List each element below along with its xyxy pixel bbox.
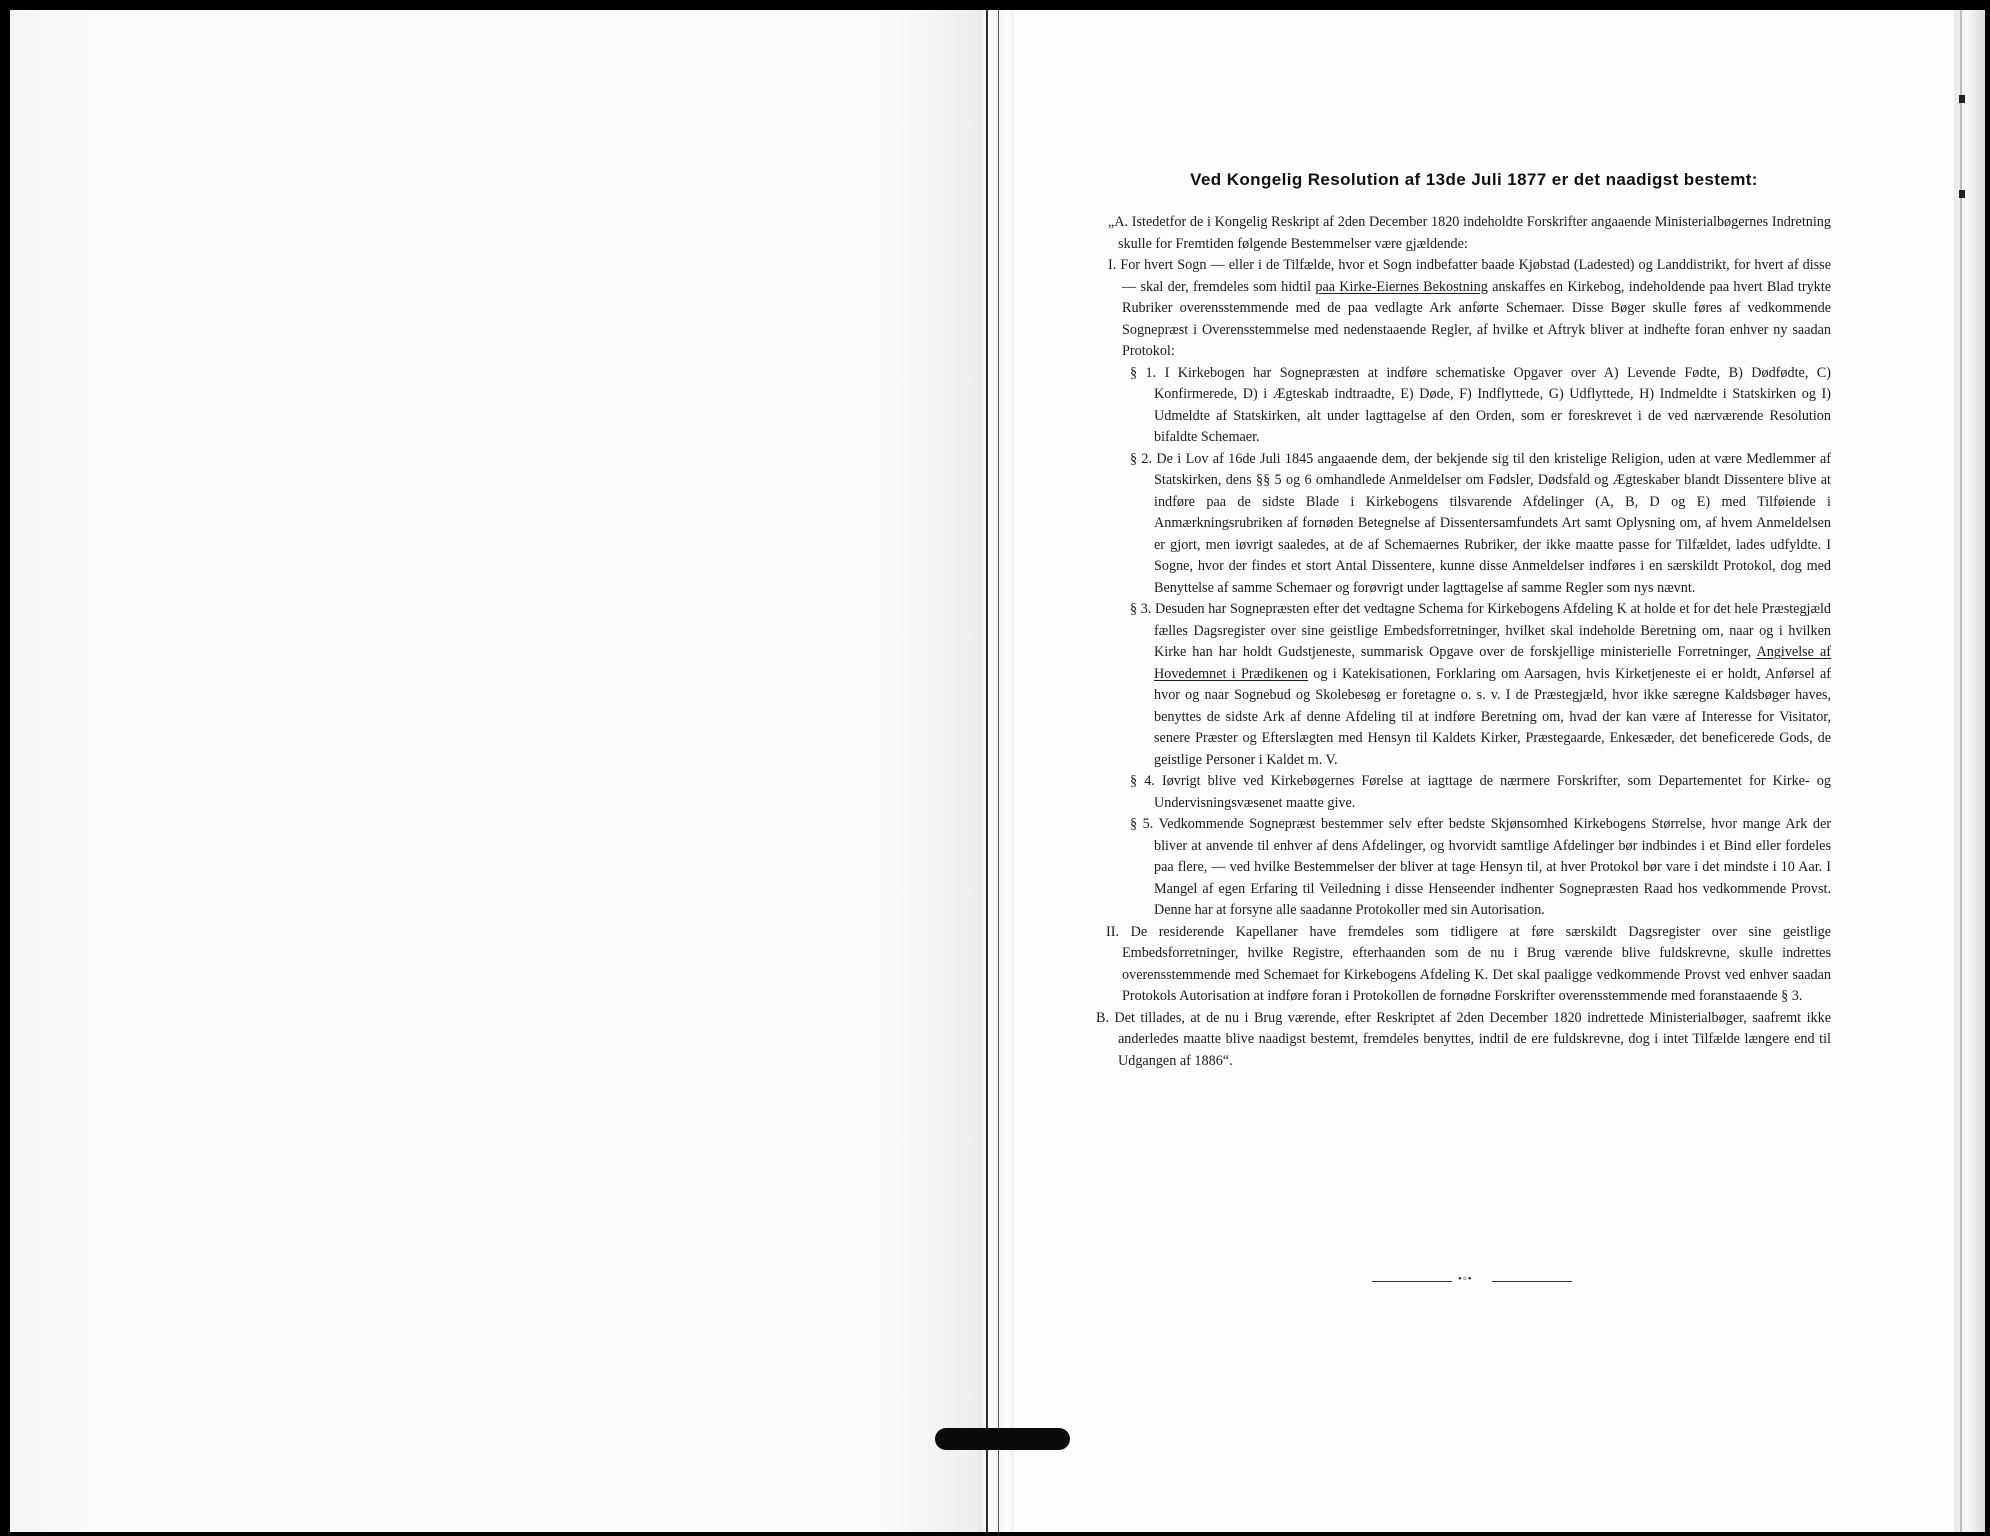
ornament-mark: •◦• [1458, 1273, 1473, 1285]
ornament-rule-right [1492, 1281, 1572, 1282]
section-4: § 4. Iøvrigt blive ved Kirkebøgernes Førelse at iagttage de nærmere Forskrifter, som Departementet for Kirke- og Undervisningsvæsenet maatte give. [1130, 773, 1831, 811]
paragraph-i [1096, 255, 1831, 363]
gutter-fold-line [986, 10, 988, 1532]
section-2: § 2. De i Lov af 16de Juli 1845 angaaende dem, der bekjende sig til den kristelige Religion, uden at være Medlemmer af Statskirken, dens §§ 5 og 6 omhandlede Anmeldelser om Fødsler, Dødsfald og Ægteskaber blandt Dissentere blive at indføre paa de sidste Blade i Kirkebogens tilsvarende Afdelinger (A, B, D og E) med Tilføiende i Anmærkningsrubriken af fornøden Betegnelse af Dissentersamfundets Art samt Oplysning om, af hvem Anmeldelsen er gjort, men iøvrigt saaledes, at de af Schemaernes Rubriker, der ikke maatte passe for Tilfældet, lades udfyldte. I Sogne, hvor der findes et stort Antal Dissentere, kunne disse Anmeldelser indføres i en særskildt Protokol, dog med Benyttelse af samme Schemaer og forøvrigt under lagttagelse af samme Regler som nys nævnt. [1130, 450, 1831, 596]
ornament-rule-left [1372, 1281, 1452, 1282]
ribbon-bookmark [935, 1428, 1070, 1450]
section-3 [1096, 599, 1831, 771]
edge-mark [1959, 95, 1965, 103]
section-5: § 5. Vedkommende Sognepræst bestemmer selv efter bedste Skjønsomhed Kirkebogens Størrelse, hvor mange Ark der bliver at anvende til enhver af dens Afdelinger, og hvorvidt samtlige Afdelinger bør indbindes i et Bind eller fordeles paa flere, — ved hvilke Bestemmelser der bliver at tage Hensyn til, at hver Protokol bør vare i det mindste i 10 Aar. I Mangel af egen Erfaring til Veiledning i disse Henseender indhenter Sognepræsten Raad hos vedkommende Provst. Denne har at forsyne alle saadanne Protokoller med sin Autorisation. [1130, 816, 1831, 918]
paragraph-i-text: I. For hvert Sogn — eller i de Tilfælde, hvor et Sogn indbefatter baade Kjøbstad (Ladested) og Landdistrikt, for hvert af disse — skal der, fremdeles som hidtil [1108, 257, 1831, 295]
paragraph-b: B. Det tillades, at de nu i Brug værende, efter Reskriptet af 2den December 1820 indrettede Ministerialbøger, saafremt ikke anderledes maatte blive naadigst bestemt, fremdeles benyttes, indtil de ere fuldskrevne, dog i intet Tilfælde længere end til Udgangen af 1886“. [1096, 1009, 1831, 1069]
underlined-phrase: Angivelse af Hovedemnet i Prædikenen [1154, 644, 1831, 682]
edge-mark [1959, 190, 1965, 198]
underlined-phrase: paa Kirke-Eiernes Bekostning [1315, 278, 1488, 295]
paragraph-i-text-cont: anskaffes en Kirkebog, indeholdende paa hvert Blad trykte Rubriker overensstemmende med de paa vedlagte Ark anførte Schemaer. Disse Bøger skulle føres af vedkommende Sognepræst i Overensstemmelse med nedenstaaende Regler, af hvilke et Aftryk bliver at indhefte foran enhver ny saadan Protokol: [1122, 278, 1832, 359]
page-edge [1954, 10, 1985, 1532]
page-edge-line [1960, 10, 1962, 1532]
section-3-text: § 3. Desuden har Sognepræsten efter det vedtagne Schema for Kirkebogens Afdeling K at holde et for det hele Præstegjæld fælles Dagsregister over sine geistlige Embedsforretninger, hvilket skal indeholde Beretning om, naar og i hvilken Kirke han har holdt Gudstjeneste, summarisk Opgave over de forskjellige ministerielle Forretninger, [1130, 601, 1831, 660]
page-heading: Ved Kongelig Resolution af 13de Juli 1877 er det naadigst bestemt: [1190, 170, 1758, 189]
book-gutter [978, 10, 1014, 1532]
closing-ornament [1372, 1275, 1572, 1289]
paragraph-ii: II. De residerende Kapellaner have fremdeles som tidligere at føre særskildt Dagsregister over sine geistlige Embedsforretninger, hvilke Registre, efterhaanden som de nu i Brug værende blive fuldskrevne, skulle indrettes overensstemmende med Schemaet for Kirkebogens Afdeling K. Det skal paaligge vedkommende Provst ved enhver saadan Protokols Autorisation at indføre foran i Protokollen de fornødne Forskrifter overensstemmende med foranstaaende § 3. [1106, 923, 1831, 1004]
paragraph-a-intro: „A. Istedetfor de i Kongelig Reskript af 2den December 1820 indeholdte Forskrifter angaaende Ministerialbøgernes Indretning skulle for Fremtiden følgende Bestemmelser være gjældende: [1108, 214, 1831, 252]
gutter-fold-line [998, 10, 999, 1532]
regulation-text [1096, 212, 1831, 1072]
section-1: § 1. I Kirkebogen har Sognepræsten at indføre schematiske Opgaver over A) Levende Fødte, B) Dødfødte, C) Konfirmerede, D) i Ægteskab indtraadte, E) Døde, F) Indflyttede, G) Udflyttede, H) Indmeldte i Statskirken og I) Udmeldte af Statskirken, alt under lagttagelse af den Orden, som er foreskrevet i de ved nærværende Resolution bifaldte Schemaer. [1130, 364, 1831, 445]
left-page-blank [10, 10, 978, 1532]
section-3-text-cont: og i Katekisationen, Forklaring om Aarsagen, hvis Kirketjeneste ei er holdt, Anførsel af hvor og naar Sognebud og Skolebesøg er foretagne o. s. v. I de Præstegjæld, hvor ikke særegne Kaldsbøger haves, benyttes de sidste Ark af denne Afdeling til at indføre Beretning om, hvad der kan være af Interesse for Visitator, senere Præster og Efterslægten med Hensyn til Kaldets Kirker, Præstegaarde, Enkesæder, det beneficerede Gods, de geistlige Personer i Kaldet m. V. [1154, 665, 1831, 768]
